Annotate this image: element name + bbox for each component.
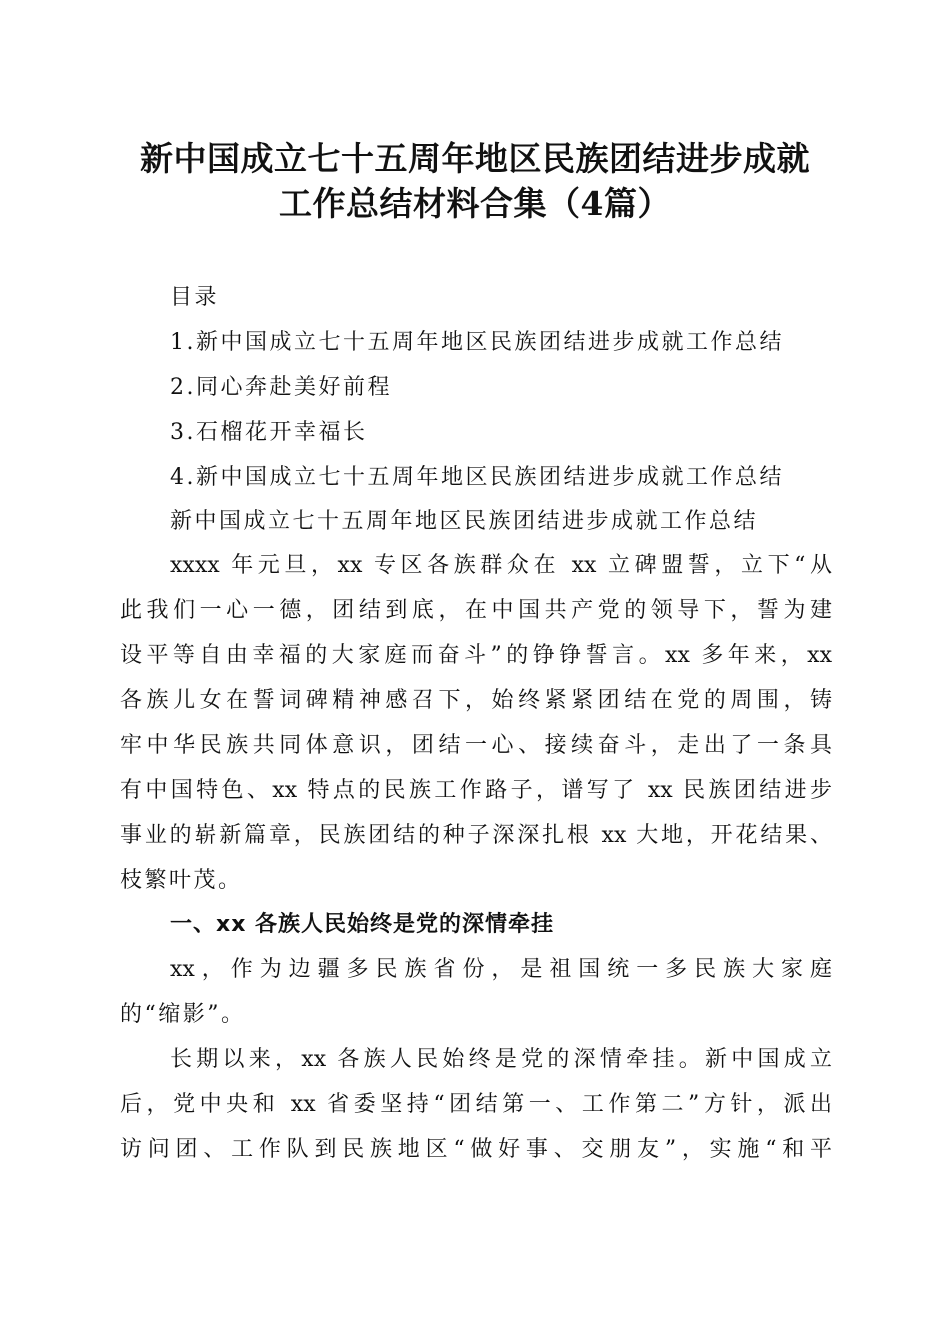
paragraph-1-line-5: 牢中华民族共同体意识，团结一心、接续奋斗，走出了一条具 <box>120 733 832 758</box>
paragraph-2-line-1: xx，作为边疆多民族省份，是祖国统一多民族大家庭 <box>170 957 832 982</box>
document-title-line-1: 新中国成立七十五周年地区民族团结进步成就 <box>140 139 810 178</box>
paragraph-3-line-3: 访问团、工作队到民族地区“做好事、交朋友”，实施“和平 <box>120 1137 832 1162</box>
paragraph-1-line-6: 有中国特色、xx 特点的民族工作路子，谱写了 xx 民族团结进步 <box>120 778 832 803</box>
paragraph-1-line-2: 此我们一心一德，团结到底，在中国共产党的领导下，誓为建 <box>120 598 832 623</box>
toc-item-4: 4.新中国成立七十五周年地区民族团结进步成就工作总结 <box>170 465 784 490</box>
paragraph-1-line-8: 枝繁叶茂。 <box>120 868 243 893</box>
toc-item-1: 1.新中国成立七十五周年地区民族团结进步成就工作总结 <box>170 330 784 355</box>
paragraph-1-line-7: 事业的崭新篇章，民族团结的种子深深扎根 xx 大地，开花结果、 <box>120 823 832 848</box>
toc-label: 目录 <box>170 285 220 310</box>
toc-item-2: 2.同心奔赴美好前程 <box>170 375 392 400</box>
paragraph-2-line-2: 的“缩影”。 <box>120 1002 246 1027</box>
paragraph-1-line-3: 设平等自由幸福的大家庭而奋斗”的铮铮誓言。xx 多年来，xx <box>120 643 832 668</box>
paragraph-3-line-1: 长期以来，xx 各族人民始终是党的深情牵挂。新中国成立 <box>170 1047 832 1072</box>
document-title-line-2: 工作总结材料合集（4篇） <box>279 184 671 223</box>
article-title: 新中国成立七十五周年地区民族团结进步成就工作总结 <box>170 509 759 534</box>
paragraph-1-line-1: xxxx 年元旦，xx 专区各族群众在 xx 立碑盟誓，立下“从 <box>170 553 832 578</box>
paragraph-3-line-2: 后，党中央和 xx 省委坚持“团结第一、工作第二”方针，派出 <box>120 1092 832 1117</box>
section-1-heading: 一、xx 各族人民始终是党的深情牵挂 <box>170 912 555 937</box>
paragraph-1-line-4: 各族儿女在誓词碑精神感召下，始终紧紧团结在党的周围，铸 <box>120 688 832 713</box>
toc-item-3: 3.石榴花开幸福长 <box>170 420 368 445</box>
